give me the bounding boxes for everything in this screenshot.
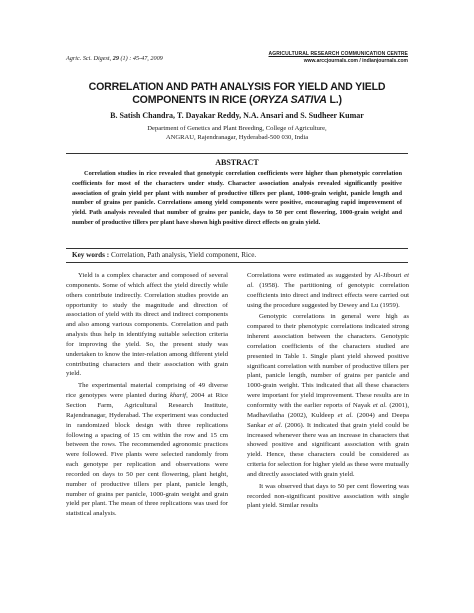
keywords-bottom-rule: [66, 262, 408, 263]
body-paragraph: It was observed that days to 50 per cent flowering was recorded non-significant positive association with single plant yield. Similar results: [247, 482, 409, 510]
text-run: Correlations were estimated as suggested by Al-Jibouri: [247, 272, 405, 279]
citation-etal: et al.: [337, 411, 354, 419]
title-line-2-pre: COMPONENTS IN RICE (: [132, 93, 253, 106]
citation-etal: et al.: [247, 272, 409, 289]
body-paragraph: Yield is a complex character and composed of several components. Some of which affect the yield directly while others contribute indirectly. Correlation studies provide an opportunity to study the magnitude and direction of association of yield with its direct and indirect components and also among various components. Correlation and path analysis thus help in identifying suitable selection criteria for improving the yield. So, the present study was undertaken to know the inter-relation among different yield contributing characters and their association with grain yield.: [66, 272, 228, 378]
affiliation-line-2: ANGRAU, Rajendranagar, Hyderabad-500 030, India: [165, 134, 309, 141]
citation-etal: et al.: [268, 421, 283, 429]
affiliation: [66, 124, 408, 142]
keywords-top-rule: [66, 248, 408, 249]
journal-prefix: Agric. Sci. Digest,: [66, 55, 113, 62]
body-column-left: [66, 271, 228, 519]
text-run: (2004) and Deepa Sankar: [247, 411, 409, 429]
abstract-top-rule: [66, 153, 408, 154]
text-run: The experimental material comprising of 49 diverse rice genotypes were planted during: [66, 382, 228, 400]
title-line-2: [66, 94, 408, 107]
journal-suffix: (1) : 45-47, 2009: [118, 55, 163, 62]
text-run: (2006). It indicated that grain yield could be increased whenever there was an increase in characters that showed positive and significant association with grain yield. Hence, these characters could be considered as criteria for selection for higher yield as these were mutually and directly associated with grain yield.: [247, 421, 410, 478]
publisher-website: www.arccjournals.com / indianjournals.com: [303, 58, 408, 64]
species-name: ORYZA SATIVA: [252, 93, 327, 106]
title-line-2-post: L.): [326, 93, 342, 106]
paper-title: [66, 81, 408, 106]
abstract-heading: ABSTRACT: [215, 158, 259, 167]
keywords-label: Key words :: [72, 251, 110, 259]
journal-citation: [66, 55, 163, 62]
keywords: [72, 251, 402, 259]
text-run: , 2004 at Rice Section Farm, Agricultural Research Institute, Rajendranagar, Hyderabad. The experiment was conducted in randomized block design with three replications following a spacing of 15 cm within the row and 15 cm between the rows. The recommended agronomic practices were followed. Five plants were selected randomly from each genotype per replication and observations were recorded on days to 50 per cent flowering, plant height, number of productive tillers per plant, panicle length, number of grains per panicle, 1000-grain weight and grain yield per plant. The mean of three replications was used for statistical analysis.: [66, 392, 228, 518]
title-line-1: CORRELATION AND PATH ANALYSIS FOR YIELD AND YIELD: [88, 81, 386, 93]
keywords-text: Correlation, Path analysis, Yield component, Rice.: [109, 251, 257, 259]
abstract-text: Correlation studies in rice revealed that genotypic correlation coefficients were higher than phenotypic correlation coefficients for most of the characters under study. Character association analysis revealed significantly positive association of grain yield per plant with number of productive tillers per plant, 1000-grain weight, panicle length and number of grains per panicle. Correlations among yield components were positive, encouraging rapid improvement of yield. Path analysis revealed that number of grains per panicle, days to 50 per cent flowering, 1000-grain weight and number of productive tillers per plant have shown high positive direct effects on grain yield.: [72, 170, 402, 226]
season-term: kharif: [169, 392, 187, 400]
body-column-right: [247, 271, 409, 511]
citation-etal: et al.: [372, 401, 387, 409]
authors: B. Satish Chandra, T. Dayakar Reddy, N.A. Ansari and S. Sudheer Kumar: [110, 111, 364, 120]
body-paragraph: [66, 381, 228, 519]
text-run: (1958). The partitioning of genotypic correlation coefficients into direct and indirect effects were carried out using the procedure suggested by Dewey and Lu (1959).: [247, 281, 409, 309]
affiliation-line-1: Department of Genetics and Plant Breeding, College of Agriculture,: [147, 125, 327, 132]
body-paragraph: [247, 271, 409, 310]
publisher-name: AGRICULTURAL RESEARCH COMMUNICATION CENTRE: [268, 51, 408, 57]
publisher-header: [269, 51, 408, 65]
journal-volume: 29: [112, 55, 119, 62]
body-paragraph: [247, 312, 409, 479]
text-run: (2001), Madhavilatha (2002), Kuldeep: [247, 401, 410, 419]
text-run: Genotypic correlations in general were high as compared to their phenotypic correlations indicated strong inherent association between the characters. Genotypic correlation coefficients of the characters studied are presented in Table 1. Single plant yield showed positive significant correlation with number of productive tillers per plant, panicle length, number of grains per panicle and 1000-grain weight. This indicated that all these characters were important for yield improvement. These results are in conformity with the earlier reports of Nayak: [247, 313, 409, 409]
